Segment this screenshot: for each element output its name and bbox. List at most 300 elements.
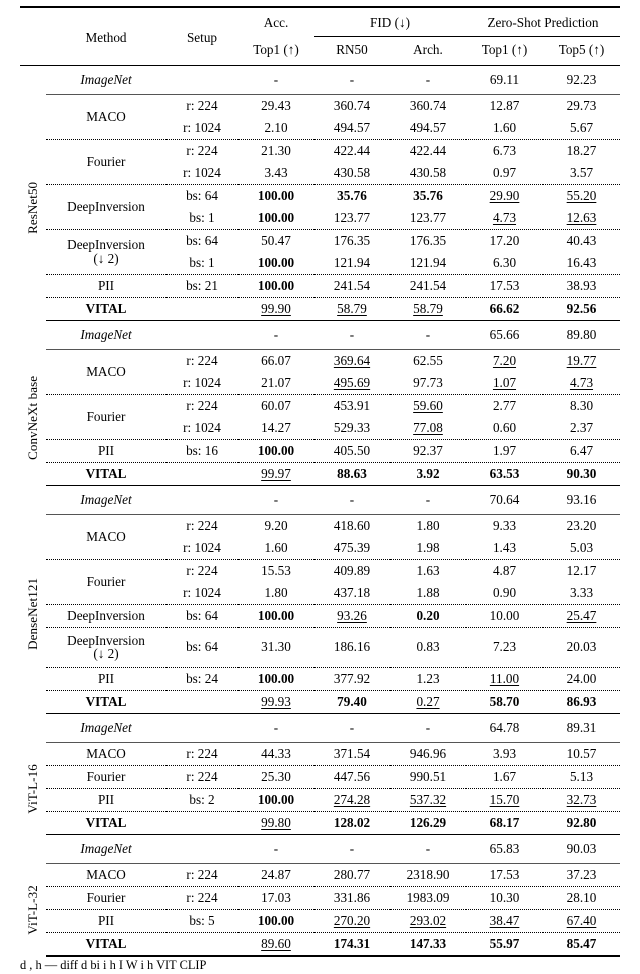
fid-rn50-value: 270.20 — [333, 912, 371, 928]
baseline-zs-top5: 89.80 — [566, 327, 597, 342]
header-acc-top1: Top1 (↑) — [253, 41, 299, 57]
table-row — [20, 766, 620, 789]
acc-top1-value: 44.33 — [261, 745, 291, 761]
zs-top1-value: 7.23 — [492, 639, 517, 655]
method-label: MACO — [86, 866, 126, 882]
zs-top1-value: 1.43 — [492, 540, 517, 555]
method-label: PII — [97, 912, 115, 928]
group-label-densenet121 — [20, 515, 46, 714]
table-row — [20, 910, 620, 933]
fid-arch-value: 62.55 — [413, 353, 443, 368]
baseline-acc-top1: - — [273, 327, 279, 342]
baseline-row — [20, 486, 620, 514]
baseline-zs-top1: 65.83 — [489, 840, 520, 856]
zs-top1-value: 6.30 — [492, 255, 517, 270]
acc-top1-value: 2.10 — [264, 120, 288, 135]
group-label-spacer — [20, 486, 46, 514]
setup-value: r: 224 — [186, 143, 218, 158]
vital-method-label: VITAL — [85, 301, 127, 316]
fid-rn50-value: 331.86 — [333, 889, 371, 905]
setup-value: bs: 64 — [186, 188, 218, 203]
header-fid: FID (↓) — [314, 8, 466, 37]
vital-fid-arch: 147.33 — [409, 935, 447, 951]
baseline-fid-arch: - — [425, 719, 431, 735]
fid-rn50-value: 93.26 — [337, 608, 367, 623]
vital-method-label: VITAL — [85, 466, 127, 481]
table-row — [20, 668, 620, 691]
fid-rn50-value: 495.69 — [333, 375, 371, 390]
vital-row — [20, 298, 620, 321]
fid-arch-value: 97.73 — [413, 375, 443, 390]
method-label: DeepInversion — [67, 199, 145, 214]
method-label: Fourier — [86, 574, 126, 589]
baseline-row — [20, 66, 620, 94]
table-header — [20, 7, 620, 66]
fid-rn50-value: 409.89 — [333, 563, 371, 578]
header-zs-top5: Top5 (↑) — [558, 42, 605, 57]
setup-value: r: 1024 — [183, 165, 221, 180]
fid-rn50-value: 437.18 — [333, 585, 371, 600]
zs-top1-value: 29.90 — [489, 188, 520, 203]
header-zeroshot: Zero-Shot Prediction — [466, 8, 620, 37]
table-row — [20, 628, 620, 667]
fid-rn50-value: 422.44 — [333, 143, 371, 158]
method-label — [46, 628, 166, 667]
zs-top1-value: 12.87 — [489, 98, 520, 113]
acc-top1-value: 100.00 — [257, 443, 295, 458]
setup-value: r: 1024 — [183, 420, 221, 435]
setup-value: r: 224 — [186, 98, 218, 113]
acc-top1-value: 60.07 — [261, 398, 291, 413]
fid-arch-value: 946.96 — [409, 745, 447, 761]
zs-top1-value: 1.07 — [492, 375, 517, 390]
baseline-method-label: ImageNet — [80, 72, 132, 87]
method-label-line2: (↓ 2) — [93, 251, 119, 266]
acc-top1-value: 100.00 — [257, 188, 295, 203]
baseline-setup — [166, 66, 238, 94]
zs-top5-value: 67.40 — [566, 912, 597, 928]
zs-top5-value: 32.73 — [566, 791, 597, 807]
acc-top1-value: 25.30 — [261, 768, 291, 784]
setup-value: bs: 1 — [189, 210, 215, 225]
method-label: MACO — [86, 529, 126, 544]
zs-top5-value: 40.43 — [566, 233, 597, 248]
table-row — [20, 440, 620, 463]
zs-top1-value: 10.30 — [489, 889, 520, 905]
vital-method-label: VITAL — [85, 935, 127, 951]
group-label-vit-l-16 — [20, 742, 46, 835]
fid-rn50-value: 186.16 — [333, 639, 371, 655]
zs-top5-value: 3.57 — [569, 165, 594, 180]
header-fid-arch: Arch. — [413, 42, 443, 57]
zs-top1-value: 15.70 — [489, 791, 520, 807]
fid-rn50-value: 241.54 — [333, 278, 371, 293]
vital-zs-top5: 90.30 — [566, 466, 597, 481]
acc-top1-value: 15.53 — [261, 563, 291, 578]
setup-value: r: 224 — [186, 889, 218, 905]
method-label: Fourier — [86, 409, 126, 424]
setup-value: r: 1024 — [183, 585, 221, 600]
vital-setup — [166, 463, 238, 486]
fid-rn50-value: 369.64 — [333, 353, 371, 368]
fid-rn50-value: 494.57 — [333, 120, 371, 135]
zs-top5-value: 23.20 — [566, 518, 597, 533]
group-label-spacer — [20, 714, 46, 742]
setup-value: r: 224 — [186, 353, 218, 368]
group-label-spacer — [20, 66, 46, 94]
fid-rn50-value: 405.50 — [333, 443, 371, 458]
fid-arch-value: 990.51 — [409, 768, 447, 784]
baseline-fid-rn50: - — [349, 492, 355, 507]
vital-fid-arch: 58.79 — [413, 301, 443, 316]
fid-rn50-value: 529.33 — [333, 420, 371, 435]
fid-arch-value: 0.20 — [416, 608, 440, 623]
fid-arch-value: 241.54 — [409, 278, 447, 293]
baseline-zs-top1: 65.66 — [489, 327, 520, 342]
vital-setup — [166, 933, 238, 956]
bottom-rule — [20, 956, 620, 957]
group-label-text: DenseNet121 — [25, 578, 41, 651]
vital-acc-top1: 89.60 — [261, 935, 291, 951]
setup-value: r: 1024 — [183, 375, 221, 390]
table-row — [20, 95, 620, 118]
vital-fid-rn50: 79.40 — [337, 693, 367, 709]
table-row — [20, 395, 620, 417]
zs-top1-value: 0.97 — [492, 165, 517, 180]
fid-arch-value: 1.63 — [416, 563, 440, 578]
zs-top5-value: 38.93 — [566, 278, 597, 293]
baseline-setup — [166, 321, 238, 349]
fid-arch-value: 293.02 — [409, 912, 447, 928]
method-label: MACO — [86, 364, 126, 379]
baseline-zs-top5: 92.23 — [566, 72, 597, 87]
baseline-zs-top5: 90.03 — [566, 840, 597, 856]
vital-method-label: VITAL — [85, 693, 127, 709]
baseline-method-label: ImageNet — [80, 840, 132, 856]
table-row — [20, 185, 620, 207]
vital-zs-top1: 63.53 — [489, 466, 520, 481]
vital-zs-top5: 85.47 — [566, 935, 597, 951]
vital-fid-rn50: 58.79 — [337, 301, 367, 316]
vital-zs-top1: 68.17 — [489, 814, 520, 830]
baseline-zs-top1: 70.64 — [489, 492, 520, 507]
setup-value: r: 224 — [186, 745, 218, 761]
baseline-row — [20, 714, 620, 742]
fid-arch-value: 77.08 — [413, 420, 443, 435]
fid-arch-value: 2318.90 — [406, 866, 450, 882]
fid-arch-value: 92.37 — [413, 443, 443, 458]
figure-caption: d , h — diff d bi i h I W i h VIT CLIP — [20, 958, 207, 972]
zs-top5-value: 18.27 — [566, 143, 597, 158]
group-label-spacer — [20, 321, 46, 349]
fid-rn50-value: 453.91 — [333, 398, 371, 413]
setup-value: bs: 16 — [186, 443, 218, 458]
vital-fid-rn50: 174.31 — [333, 935, 371, 951]
baseline-zs-top1: 64.78 — [489, 719, 520, 735]
fid-arch-value: 176.35 — [409, 233, 447, 248]
acc-top1-value: 21.30 — [261, 143, 291, 158]
vital-fid-arch: 126.29 — [409, 814, 447, 830]
acc-top1-value: 14.27 — [261, 420, 291, 435]
vital-setup — [166, 691, 238, 714]
acc-top1-value: 100.00 — [257, 670, 295, 686]
method-label: MACO — [86, 109, 126, 124]
baseline-fid-rn50: - — [349, 719, 355, 735]
method-label-line1: DeepInversion — [67, 632, 145, 648]
fid-rn50-value: 176.35 — [333, 233, 371, 248]
vital-acc-top1: 99.90 — [261, 301, 291, 316]
setup-value: bs: 1 — [189, 255, 215, 270]
setup-value: r: 224 — [186, 768, 218, 784]
vital-zs-top5: 92.80 — [566, 814, 597, 830]
zs-top1-value: 4.87 — [492, 563, 517, 578]
fid-arch-value: 494.57 — [409, 120, 447, 135]
zs-top5-value: 12.17 — [566, 563, 597, 578]
baseline-setup — [166, 835, 238, 863]
method-label: Fourier — [86, 889, 126, 905]
baseline-acc-top1: - — [273, 492, 279, 507]
zs-top1-value: 11.00 — [489, 670, 520, 686]
group-label-spacer — [20, 835, 46, 863]
baseline-zs-top5: 89.31 — [566, 719, 597, 735]
vital-zs-top1: 66.62 — [489, 301, 520, 316]
zs-top1-value: 2.77 — [492, 398, 517, 413]
group-label-resnet50 — [20, 95, 46, 322]
fid-rn50-value: 377.92 — [333, 670, 371, 686]
method-label: PII — [97, 791, 115, 807]
fid-rn50-value: 123.77 — [333, 210, 371, 225]
zs-top5-value: 37.23 — [566, 866, 597, 882]
vital-fid-rn50: 128.02 — [333, 814, 371, 830]
baseline-fid-rn50: - — [349, 840, 355, 856]
setup-value: r: 1024 — [183, 120, 221, 135]
fid-rn50-value: 360.74 — [333, 98, 371, 113]
zs-top5-value: 5.13 — [569, 768, 594, 784]
setup-value: r: 224 — [186, 866, 218, 882]
table-row — [20, 887, 620, 910]
zs-top1-value: 17.20 — [489, 233, 520, 248]
header-setup: Setup — [186, 29, 218, 45]
acc-top1-value: 29.43 — [261, 98, 291, 113]
zs-top1-value: 0.90 — [492, 585, 517, 600]
setup-value: r: 224 — [186, 563, 218, 578]
setup-value: bs: 21 — [186, 278, 218, 293]
fid-arch-value: 1.98 — [416, 540, 440, 555]
method-label: MACO — [86, 745, 126, 761]
zs-top5-value: 24.00 — [566, 670, 597, 686]
vital-acc-top1: 99.80 — [261, 814, 291, 830]
zs-top5-value: 10.57 — [566, 745, 597, 761]
baseline-row — [20, 321, 620, 349]
method-label-line1: DeepInversion — [67, 237, 145, 253]
zs-top1-value: 7.20 — [492, 353, 517, 368]
zs-top5-value: 2.37 — [569, 420, 594, 435]
setup-value: bs: 64 — [186, 639, 218, 655]
baseline-fid-arch: - — [425, 840, 431, 856]
group-label-convnext-base — [20, 350, 46, 487]
table-row — [20, 515, 620, 538]
fid-rn50-value: 371.54 — [333, 745, 371, 761]
fid-arch-value: 121.94 — [409, 255, 447, 270]
table-body — [20, 66, 620, 957]
baseline-fid-arch: - — [425, 327, 431, 342]
zs-top1-value: 0.60 — [492, 420, 517, 435]
fid-rn50-value: 274.28 — [333, 791, 371, 807]
group-label-text: ViT-L-32 — [25, 885, 41, 935]
acc-top1-value: 100.00 — [257, 255, 295, 270]
baseline-acc-top1: - — [273, 719, 279, 735]
baseline-setup — [166, 714, 238, 742]
group-label-text: ResNet50 — [25, 181, 41, 234]
table-row — [20, 275, 620, 298]
zs-top5-value: 5.03 — [569, 540, 594, 555]
vital-setup — [166, 298, 238, 321]
header-fid-rn50: RN50 — [336, 42, 368, 57]
vital-row — [20, 463, 620, 486]
fid-rn50-value: 280.77 — [333, 866, 371, 882]
table-row — [20, 560, 620, 582]
setup-value: r: 224 — [186, 398, 218, 413]
table-row — [20, 863, 620, 886]
fid-arch-value: 123.77 — [409, 210, 447, 225]
zs-top5-value: 4.73 — [569, 375, 594, 390]
baseline-method-label: ImageNet — [80, 492, 132, 507]
header-row-1 — [20, 8, 620, 37]
setup-value: bs: 5 — [189, 912, 215, 928]
vital-acc-top1: 99.97 — [261, 466, 291, 481]
method-label: Fourier — [86, 154, 126, 169]
baseline-fid-rn50: - — [349, 72, 355, 87]
table-row — [20, 230, 620, 252]
setup-value: bs: 2 — [189, 791, 215, 807]
vital-zs-top1: 55.97 — [489, 935, 520, 951]
vital-zs-top1: 58.70 — [489, 693, 520, 709]
fid-rn50-value: 430.58 — [333, 165, 371, 180]
fid-arch-value: 1.88 — [416, 585, 440, 600]
vital-row — [20, 933, 620, 956]
group-label-vit-l-32 — [20, 863, 46, 957]
baseline-zs-top5: 93.16 — [566, 492, 597, 507]
fid-rn50-value: 418.60 — [333, 518, 371, 533]
vital-zs-top5: 92.56 — [566, 301, 597, 316]
baseline-zs-top1: 69.11 — [489, 72, 520, 87]
baseline-method-label: ImageNet — [80, 327, 132, 342]
zs-top5-value: 25.47 — [566, 608, 597, 623]
acc-top1-value: 100.00 — [257, 791, 295, 807]
method-label — [46, 230, 166, 275]
setup-value: bs: 64 — [186, 233, 218, 248]
table-row — [20, 789, 620, 812]
fid-arch-value: 1.23 — [416, 670, 440, 686]
baseline-method-label: ImageNet — [80, 719, 132, 735]
zs-top5-value: 8.30 — [569, 398, 594, 413]
vital-zs-top5: 86.93 — [566, 693, 597, 709]
table-figure — [0, 6, 640, 974]
zs-top1-value: 1.67 — [492, 768, 517, 784]
vital-row — [20, 691, 620, 714]
group-label-text: ConvNeXt base — [25, 375, 41, 460]
table-row — [20, 350, 620, 373]
zs-top1-value: 17.53 — [489, 278, 520, 293]
fid-rn50-value: 35.76 — [337, 188, 367, 203]
table-row — [20, 742, 620, 765]
vital-fid-arch: 0.27 — [416, 693, 440, 709]
header-rot-spacer-2 — [20, 37, 46, 66]
acc-top1-value: 100.00 — [257, 210, 295, 225]
baseline-acc-top1: - — [273, 840, 279, 856]
acc-top1-value: 3.43 — [264, 165, 288, 180]
results-table — [20, 6, 620, 957]
fid-arch-value: 537.32 — [409, 791, 447, 807]
method-label: DeepInversion — [67, 608, 145, 623]
acc-top1-value: 1.80 — [264, 585, 288, 600]
zs-top1-value: 6.73 — [492, 143, 517, 158]
method-label: PII — [97, 278, 115, 293]
header-method: Method — [85, 29, 127, 45]
fid-rn50-value: 121.94 — [333, 255, 371, 270]
zs-top1-value: 38.47 — [489, 912, 520, 928]
zs-top5-value: 12.63 — [566, 210, 597, 225]
zs-top5-value: 19.77 — [566, 353, 597, 368]
zs-top1-value: 3.93 — [492, 745, 517, 761]
zs-top5-value: 20.03 — [566, 639, 597, 655]
fid-arch-value: 1.80 — [416, 518, 440, 533]
zs-top1-value: 1.60 — [492, 120, 517, 135]
vital-fid-arch: 3.92 — [416, 466, 440, 481]
setup-value: r: 1024 — [183, 540, 221, 555]
acc-top1-value: 100.00 — [257, 608, 295, 623]
fid-arch-value: 0.83 — [416, 639, 440, 655]
zs-top5-value: 29.73 — [566, 98, 597, 113]
fid-arch-value: 1983.09 — [406, 889, 450, 905]
vital-fid-rn50: 88.63 — [337, 466, 367, 481]
fid-arch-value: 422.44 — [409, 143, 447, 158]
vital-acc-top1: 99.93 — [261, 693, 291, 709]
setup-value: bs: 24 — [186, 670, 218, 686]
acc-top1-value: 1.60 — [264, 540, 288, 555]
zs-top1-value: 1.97 — [492, 443, 517, 458]
vital-setup — [166, 812, 238, 835]
fid-arch-value: 430.58 — [409, 165, 447, 180]
vital-method-label: VITAL — [85, 814, 127, 830]
acc-top1-value: 21.07 — [261, 375, 291, 390]
acc-top1-value: 9.20 — [264, 518, 288, 533]
group-label-text: ViT-L-16 — [25, 764, 41, 814]
setup-value: bs: 64 — [186, 608, 218, 623]
method-label: Fourier — [86, 768, 126, 784]
acc-top1-value: 31.30 — [261, 639, 291, 655]
zs-top5-value: 55.20 — [566, 188, 597, 203]
acc-top1-value: 100.00 — [257, 912, 295, 928]
baseline-setup — [166, 486, 238, 514]
zs-top5-value: 6.47 — [569, 443, 594, 458]
zs-top1-value: 9.33 — [492, 518, 517, 533]
fid-arch-value: 35.76 — [413, 188, 443, 203]
zs-top5-value: 16.43 — [566, 255, 597, 270]
acc-top1-value: 100.00 — [257, 278, 295, 293]
table-row — [20, 605, 620, 628]
header-zs-top1: Top1 (↑) — [481, 42, 528, 57]
baseline-fid-arch: - — [425, 72, 431, 87]
acc-top1-value: 17.03 — [261, 889, 291, 905]
fid-rn50-value: 447.56 — [333, 768, 371, 784]
zs-top5-value: 3.33 — [569, 585, 594, 600]
zs-top5-value: 5.67 — [569, 120, 594, 135]
zs-top1-value: 4.73 — [492, 210, 517, 225]
setup-value: r: 224 — [186, 518, 218, 533]
zs-top1-value: 17.53 — [489, 866, 520, 882]
acc-top1-value: 24.87 — [261, 866, 291, 882]
